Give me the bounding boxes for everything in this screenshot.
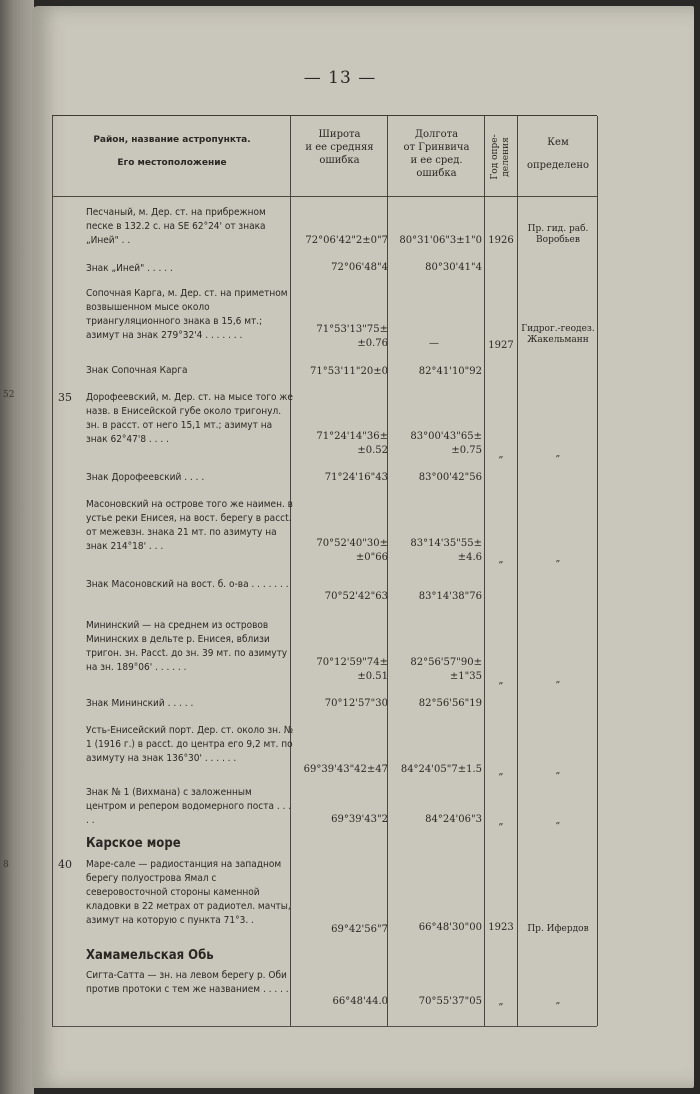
observer-value: „ [555, 554, 561, 564]
entry-description: Знак Масоновский на вост. б. о-ва . . . . . . . [86, 579, 289, 590]
latitude-value: 70°52'42"63 [324, 591, 388, 602]
header-determined-by: Кем определено [526, 137, 590, 171]
row-number: 35 [58, 391, 72, 404]
margin-text: 8 [3, 860, 9, 870]
observer-value: Пр. гид. раб. Воробьев [527, 224, 589, 245]
entry-description: Знак Дорофеевский . . . . [86, 472, 205, 483]
entry-description: Мининский — на среднем из островов Мининских в дельте р. Енисея, вблизи тригон. зн. Рассt. до зн. 39 мт. по азимуту на зн. 189°06' . . . . . . [86, 620, 288, 673]
longitude-error: ±1"35 [449, 671, 482, 682]
longitude-value: 83°00'43"65± [410, 431, 482, 442]
latitude-value: 71°53'11"20±0 [310, 366, 388, 377]
longitude-value: 80°30'41"4 [425, 262, 482, 273]
header-name: Район, название астропункта. Его местоположение [93, 135, 251, 168]
entry-description: Усть-Енисейский порт. Дер. ст. около зн. № 1 (1916 г.) в рассt. до центра его 9,2 мт. по азимуту на знак 136°30' . . . . . . [86, 725, 294, 764]
year-value: „ [498, 766, 504, 777]
section-heading: Карское море [86, 836, 181, 851]
entry-description: Знак Сопочная Карга [86, 365, 188, 376]
year-value: „ [498, 675, 504, 686]
astro-points-table [52, 115, 597, 1027]
latitude-error: ±0.52 [357, 445, 388, 456]
observer-value: Гидрог.-геодез. Жакельманн [521, 324, 595, 345]
latitude-value: 71°24'16"43 [324, 472, 388, 483]
latitude-error: ±0.51 [357, 671, 388, 682]
latitude-value: 66°48'44.0 [332, 996, 388, 1007]
observer-value: Пр. Ифердов [527, 924, 589, 934]
section-heading: Хамамельская Обь [86, 948, 214, 963]
entry-description: Знак „Иней" . . . . . [86, 263, 173, 274]
longitude-value: 70°55'37"05 [418, 996, 482, 1007]
entry-description: Маре-сале — радиостанция на западном берегу полуострова Ямал с северовосточной стороны каменной кладовки в 22 метрах от радиотел. мачты, азимут на которую с пункта 71°3. . [86, 859, 291, 926]
longitude-value: 83°14'35"55± [410, 538, 482, 549]
header-longitude: Долгота от Гринвича и ее сред. ошибка [403, 129, 470, 179]
longitude-value: 84°24'05"7±1.5 [400, 764, 482, 775]
year-value: „ [498, 554, 504, 565]
observer-value: „ [555, 996, 561, 1006]
year-value: „ [498, 996, 504, 1007]
observer-value: „ [555, 766, 561, 776]
latitude-value: 70°52'40"30± [316, 538, 388, 549]
latitude-error: ±0.76 [357, 338, 388, 349]
observer-value: „ [555, 816, 561, 826]
page-number: — 13 — [303, 68, 377, 88]
year-value: „ [498, 816, 504, 827]
latitude-value: 71°24'14"36± [316, 431, 388, 442]
entry-description: Сопочная Карга, м. Дер. ст. на приметном возвышенном мысе около триангуляционного знака в 15,6 мт.; азимут на знак 279°32'4 . . . . . . . [86, 288, 288, 341]
latitude-value: 72°06'42"2±0"7 [305, 235, 388, 246]
latitude-value: 69°42'56"7 [331, 924, 388, 935]
latitude-value: 70°12'59"74± [316, 657, 388, 668]
latitude-value: 69°39'43"2 [331, 814, 388, 825]
entry-description: Масоновский на острове того же наимен. в устье реки Енисея, на вост. берегу в рассt. от межевзн. знака 21 мт. по азимуту на знак 214°18' . . . [86, 499, 293, 552]
year-value: 1923 [488, 922, 514, 933]
header-latitude: Широта и ее средняя ошибка [305, 129, 374, 166]
longitude-value: 80°31'06"3±1"0 [399, 235, 482, 246]
longitude-value: — [429, 338, 439, 349]
latitude-value: 71°53'13"75± [316, 324, 388, 335]
facing-page-edge [0, 0, 34, 1094]
row-number: 40 [58, 858, 72, 871]
observer-value: „ [555, 449, 561, 459]
year-value: 1926 [488, 235, 514, 246]
year-value: „ [498, 449, 504, 460]
entry-description: Песчаный, м. Дер. ст. на прибрежном песке в 132.2 с. на SE 62°24' от знака „Иней" . . [86, 207, 266, 246]
longitude-value: 82°56'57"90± [410, 657, 482, 668]
latitude-value: 72°06'48"4 [331, 262, 388, 273]
latitude-value: 70°12'57"30 [324, 698, 388, 709]
longitude-value: 82°41'10"92 [418, 366, 482, 377]
margin-text: 52 [3, 390, 15, 400]
longitude-value: 66°48'30"00 [418, 922, 482, 933]
longitude-value: 82°56'56"19 [418, 698, 482, 709]
longitude-value: 83°00'42"56 [418, 472, 482, 483]
header-year: Год опре- деления [490, 134, 511, 180]
longitude-value: 83°14'38"76 [418, 591, 482, 602]
longitude-value: 84°24'06"3 [425, 814, 482, 825]
observer-value: „ [555, 675, 561, 685]
longitude-error: ±4.6 [457, 552, 482, 563]
entry-description: Знак № 1 (Вихмана) с заложенным центром и репером водомерного поста . . . . . [86, 787, 292, 826]
longitude-error: ±0.75 [451, 445, 482, 456]
latitude-value: 69°39'43"42±47 [303, 764, 388, 775]
entry-description: Сигта-Сатта — зн. на левом берегу р. Оби против протоки с тем же названием . . . . . [86, 970, 289, 995]
entry-description: Дорофеевский, м. Дер. ст. на мысе того же назв. в Енисейской губе около тригонул. зн. в расст. от него 15,1 мт.; азимут на знак 62°47'8 . . . . [86, 392, 293, 445]
year-value: 1927 [488, 340, 514, 351]
entry-description: Знак Мининский . . . . . [86, 698, 194, 709]
latitude-error: ±0"66 [355, 552, 388, 563]
